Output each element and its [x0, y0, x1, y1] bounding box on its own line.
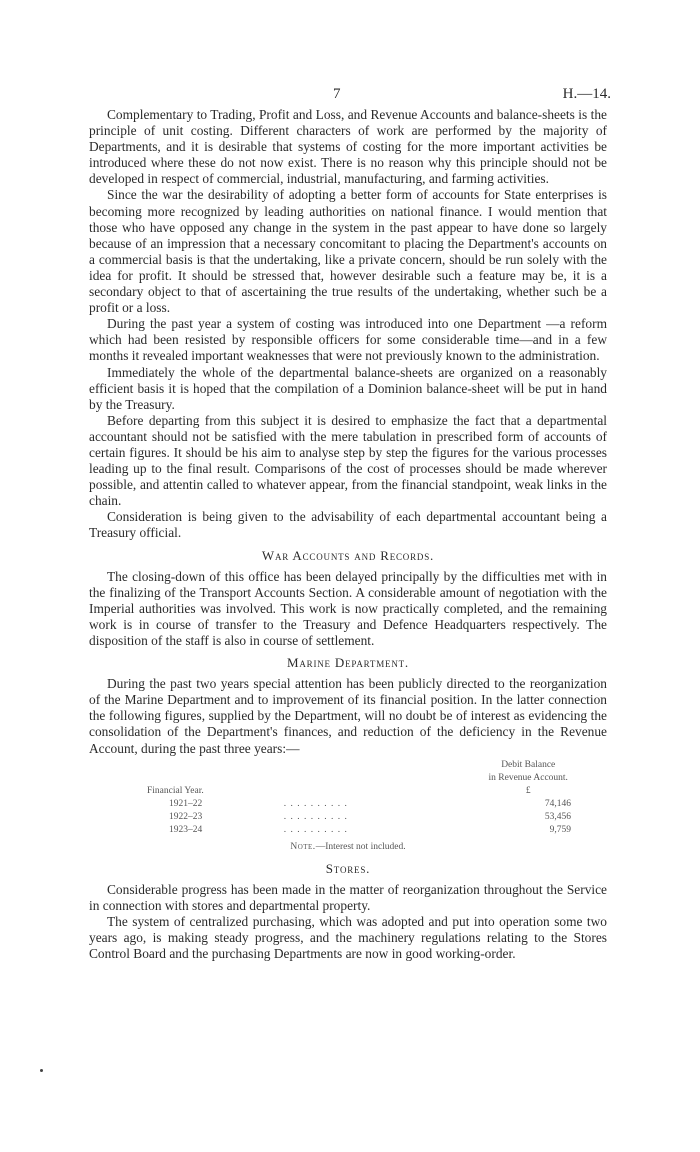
- margin-mark: [40, 1069, 43, 1072]
- section-heading-stores: Stores.: [325, 860, 371, 876]
- paragraph: During the past two years special attention has been publicly directed to the reorganization of the Marine Department and to improvement of its financial position. In the latter connection the following figures, supplied by the Department, will no doubt be of interest as evidencing the consolidation of the Department's finances, and reduction of the deficiency in the Revenue Account, during the past three years:—: [89, 676, 607, 756]
- section-heading-marine: Marine Department.: [287, 655, 409, 671]
- table-row: [147, 811, 617, 824]
- table-cell-value: 53,456: [544, 811, 571, 822]
- paragraph: During the past year a system of costing was introduced into one Department —a reform which had been resisted by responsible officers for some considerable time—and in a few months it revealed important weaknesses that were not previously known to the administration.: [89, 316, 607, 364]
- financial-table: [147, 759, 617, 837]
- page-number: 7: [333, 86, 341, 102]
- table-cell-value: 74,146: [544, 798, 571, 809]
- table-leader-dots: . . . . . . . . . .: [283, 824, 348, 835]
- table-header-balance-line1: Debit Balance: [501, 759, 556, 770]
- paragraph: Considerable progress has been made in the matter of reorganization throughout the Service in connection with stores and departmental property.: [89, 881, 607, 913]
- paragraph: Consideration is being given to the advisability of each departmental accountant being a Treasury official.: [89, 509, 607, 541]
- paragraph: Immediately the whole of the departmental balance-sheets are organized on a reasonably efficient basis it is hoped that the compilation of a Dominion balance-sheet will be put in hand by the Treasury.: [89, 364, 607, 412]
- section-heading-war-accounts: War Accounts and Records.: [261, 547, 435, 563]
- document-body: [89, 107, 607, 962]
- table-note-key: Note.: [290, 841, 316, 852]
- paragraph: Since the war the desirability of adopting a better form of accounts for State enterprises is becoming more recognized by leading authorities on national finance. I would mention that those who have opposed any change in the system in the past appear to have done so largely because of an impression that a necessary concomitant to placing the Department's accounts on a commercial basis is that the undertaking, like a private concern, should be run solely with the idea for profit. It should be stressed that, however desirable such a feature may be, it is a secondary object to that of ascertaining the true results of the undertaking, whether such be a profit or a loss.: [89, 187, 607, 316]
- table-cell-year: 1921–22: [169, 798, 203, 809]
- table-header-balance-line2: in Revenue Account.: [488, 772, 568, 783]
- table-header-balance: [439, 759, 617, 798]
- table-leader-dots: . . . . . . . . . .: [283, 811, 348, 822]
- paragraph: Before departing from this subject it is desired to emphasize the fact that a departmental accountant should not be satisfied with the mere tabulation in prescribed form of accounts of certain figures. It should be his aim to analyse step by step the figures for the various processes leading up to the final result. Comparisons of the cost of processes should be made wherever possible, and attentin called to whatever appear, from the financial standpoint, weak links in the chain.: [89, 412, 607, 509]
- table-note-text: —Interest not included.: [315, 841, 406, 852]
- table-row: [147, 824, 617, 837]
- page-header: [0, 86, 700, 106]
- table-unit: £: [525, 785, 531, 796]
- table-leader-dots: . . . . . . . . . .: [283, 798, 348, 809]
- table-header-year: Financial Year.: [147, 785, 204, 796]
- table-cell-year: 1923–24: [169, 824, 203, 835]
- document-reference: H.—14.: [562, 86, 611, 102]
- table-row: [147, 798, 617, 811]
- paragraph: The closing-down of this office has been delayed principally by the difficulties met with in the finalizing of the Transport Accounts Section. A considerable amount of negotiation with the Imperial authorities was involved. This work is now practically completed, and the remaining work is in course of transfer to the Treasury and Defence Headquarters respectively. The disposition of the staff is also in course of settlement.: [89, 568, 607, 648]
- paragraph: The system of centralized purchasing, which was adopted and put into operation some two years ago, is making steady progress, and the machinery regulations relating to the Stores Control Board and the purchasing Departments are now in good working-order.: [89, 914, 607, 962]
- table-note: [89, 839, 607, 855]
- paragraph: Complementary to Trading, Profit and Loss, and Revenue Accounts and balance-sheets is the principle of unit costing. Different characters of work are performed by the majority of Departments, and it is desirable that systems of costing for the more important activities be introduced where these do not now exist. There is no reason why this principle should not be developed in respect of commercial, industrial, manufacturing, and farming activities.: [89, 107, 607, 187]
- table-cell-year: 1922–23: [169, 811, 203, 822]
- table-cell-value: 9,759: [549, 824, 571, 835]
